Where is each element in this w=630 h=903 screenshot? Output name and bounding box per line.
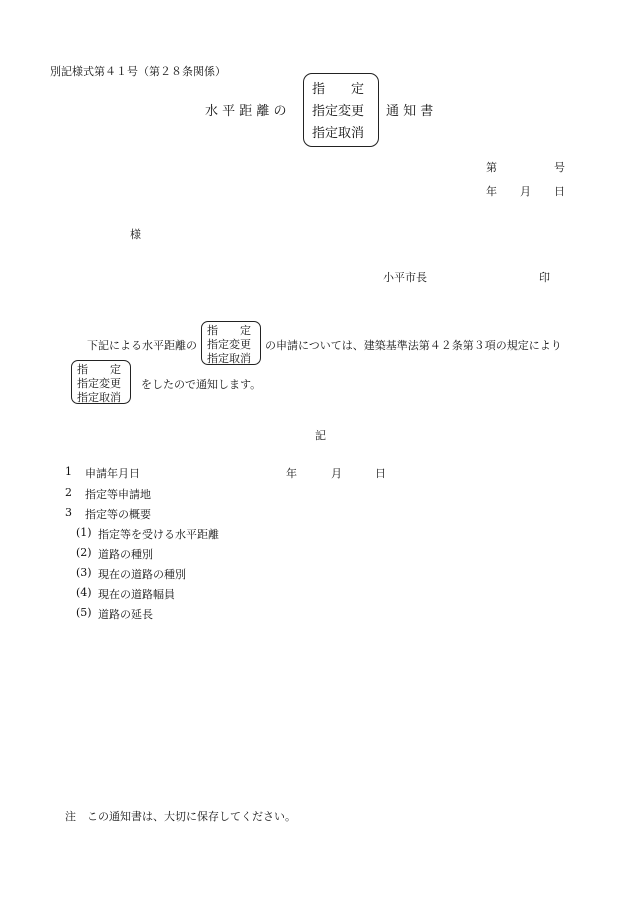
ki-heading: 記: [315, 429, 326, 442]
sender-name: 小平市長: [383, 271, 427, 284]
sub-item-1-num: (1): [76, 526, 92, 539]
body-line1-option-torikeshi: 指定取消: [207, 352, 251, 365]
body-line2-option-shitei: 指 定: [77, 363, 121, 376]
nen-label: 年: [486, 185, 497, 198]
form-reference: 別記様式第４１号（第２８条関係）: [50, 65, 226, 78]
item-1-hi: 日: [375, 467, 386, 480]
body-line1-option-shitei: 指 定: [207, 324, 251, 337]
addressee-sama: 様: [130, 228, 141, 241]
note-label: 注: [65, 810, 76, 823]
item-3-num: 3: [65, 506, 72, 519]
title-suffix: 通 知 書: [386, 104, 434, 119]
hi-label: 日: [554, 185, 565, 198]
note-text: この通知書は、大切に保存してください。: [87, 810, 296, 823]
item-3-label: 指定等の概要: [85, 508, 151, 521]
go-label: 号: [554, 161, 565, 174]
sub-item-5-num: (5): [76, 606, 92, 619]
body-line1-prefix: 下記による水平距離の: [87, 339, 197, 352]
sub-item-4-label: 現在の道路幅員: [98, 588, 175, 601]
body-line1-suffix: の申請については、建築基準法第４２条第３項の規定により: [265, 339, 562, 352]
title-option-torikeshi: 指定取消: [312, 126, 365, 141]
body-line1-option-henko: 指定変更: [207, 338, 251, 351]
body-line2-suffix: をしたので通知します。: [141, 378, 262, 391]
item-1-nen: 年: [286, 467, 297, 480]
title-prefix: 水 平 距 離 の: [205, 104, 287, 119]
item-1-label: 申請年月日: [85, 467, 140, 480]
item-1-num: 1: [65, 465, 72, 478]
item-1-tsuki: 月: [331, 467, 342, 480]
body-line2-option-henko: 指定変更: [77, 377, 121, 390]
title-option-henko: 指定変更: [312, 104, 365, 119]
body-line2-option-torikeshi: 指定取消: [77, 391, 121, 404]
sub-item-2-label: 道路の種別: [98, 548, 153, 561]
tsuki-label: 月: [520, 185, 531, 198]
sub-item-5-label: 道路の延長: [98, 608, 153, 621]
title-option-shitei: 指 定: [312, 82, 365, 97]
sub-item-3-num: (3): [76, 566, 92, 579]
dai-label: 第: [486, 161, 497, 174]
sub-item-4-num: (4): [76, 586, 92, 599]
sub-item-3-label: 現在の道路の種別: [98, 568, 186, 581]
seal-mark: 印: [539, 271, 550, 284]
sub-item-2-num: (2): [76, 546, 92, 559]
item-2-label: 指定等申請地: [85, 488, 151, 501]
item-2-num: 2: [65, 486, 72, 499]
sub-item-1-label: 指定等を受ける水平距離: [98, 528, 219, 541]
